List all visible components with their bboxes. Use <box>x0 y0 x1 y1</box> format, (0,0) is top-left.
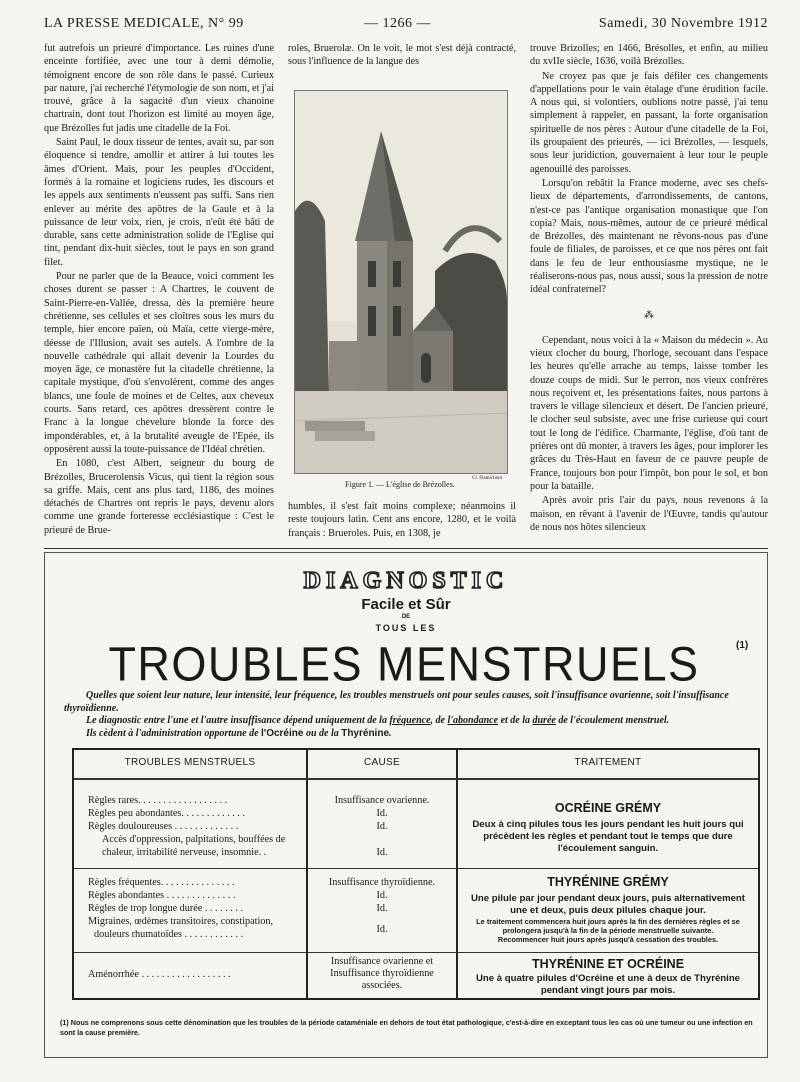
intro-line: Ils cèdent à l'administration opportune de l'Ocréine ou de la Thyrénine. <box>86 727 392 739</box>
treatment-note: Le traitement commencera huit jours après la fin des dernières règles et se prolongera jusqu'à la fin de la période menstruelle suivante. <box>476 917 740 935</box>
troubles-group-2 <box>88 876 302 941</box>
ad-title: DIAGNOSTIC <box>303 568 509 594</box>
ad-de: DE <box>401 614 411 620</box>
row-divider <box>74 952 758 953</box>
advertisement <box>44 556 768 1056</box>
paragraph: Pour ne parler que de la Beauce, voici comment les choses durent se passer : A Chartres, le couvent de Saint-Pierre-en-Vallée, dressa, dès la première heure chrétienne, ses cellules et ses cloîtres sous les murs du temple, hier encore païen, où Maïa, cette vierge-mère, déesse de l'Illusion, avait ses autels. A l'ombre de la nouvelle cathédrale qui allait devenir la Lourdes du moyen âge, ce monastère fut la citadelle chrétienne, la capitale mystique, d'où s'envolèrent, comme des anges blancs, une foule de moines et de Celtes, aux cheveux courts. Sans retard, ces apôtres dressèrent contre le Franc à la longue chevelure blonde la force des impondérables, et, à la brutalité aveugle de l'Epée, ils opposèrent aussi la toute-puissance de l'Idéal chrétien. <box>44 271 274 455</box>
intro-line: Quelles que soient leur nature, leur intensité, leur fréquence, les troubles menstruels ont pour seules causes, soit l'insuffisance ovarienne, soit l'insuffisance thyroïdienne. <box>64 690 729 714</box>
cause-item: Id. <box>376 924 388 935</box>
treatment-title: THYRÉNINE ET OCRÉINE <box>531 957 685 971</box>
ad-subtitle: Facile et Sûr <box>361 596 451 613</box>
paragraph: Lorsqu'on rebâtit la France moderne, avec ses chefs-lieux de départements, d'arrondissements, de cantons, n'est-ce pas l'antique organisation monastique que l'on copia? Mais, nous-mêmes, autour de ce prieuré médical de Brézolles, dès maintenant ne rêvons-nous pas d'une foule de filiales, de paroisses, et ce que nos pères ont fait dans le feu de leur enthousiasme mystique, ne le réaliserons-nous pas, nous aussi, sous la pression de notre idéal confraternel? <box>530 177 768 296</box>
row-divider <box>74 868 758 869</box>
trouble-item: Migraines, œdèmes transitoires, constipation, <box>88 916 274 927</box>
church-photo <box>294 90 508 474</box>
ad-headline: TROUBLES MENSTRUELS <box>108 636 700 692</box>
cause-item: Id. <box>376 903 388 914</box>
trouble-item: douleurs rhumatoïdes . . . . . . . . . . . . <box>94 929 244 940</box>
troubles-group-3 <box>88 968 302 981</box>
page-number: — 1266 — <box>364 16 431 31</box>
header-divider <box>74 778 758 780</box>
trouble-item: Aménorrhée . . . . . . . . . . . . . . . . . . <box>88 969 231 980</box>
paragraph: En 1080, c'est Albert, seigneur du bourg de Brézolles, Brucerolensis Vicus, qui tient la région sous sa griffe. Mais, cent ans plus tard, 1186, des moines détachés de Chartres ont repris le pays, devenu alors comme une grande forteresse ecclésiastique : C'est le prieuré de Brue- <box>44 458 274 536</box>
photo-credit: Cl. Flamichout <box>472 476 502 481</box>
page-header <box>44 16 768 38</box>
header-cause: CAUSE <box>364 757 400 768</box>
column-divider <box>306 750 308 998</box>
trouble-item: Règles fréquentes. . . . . . . . . . . . . . . <box>88 877 235 888</box>
header-troubles: TROUBLES MENSTRUELS <box>124 757 256 768</box>
column-2 <box>288 42 516 540</box>
treatment-text: Deux à cinq pilules tous les jours pendant les huit jours qui précèdent les règles et pendant tout le temps que dure l'écoulement sanguin. <box>472 819 744 854</box>
paragraph: Après avoir pris l'air du pays, nous revenons à la maison, en rêvant à l'avenir de l'Œuvre, tandis qu'autour de nous nos hôtes silencieux <box>530 495 768 533</box>
troubles-group-1 <box>88 794 302 859</box>
paragraph: Cependant, nous voici à la « Maison du médecin ». Au vieux clocher du bourg, l'horloge, secouant dans l'espace les heures qu'elle arrache au temps, laisse tomber les douze coups de midi. Sur le perron, nos vieux confrères nous reçoivent et, les présentations faites, nous partons à travers le village silencieux et désert. De l'ancien prieuré, le clocher seul subsiste, avec une frise curieuse qui court tout le long de l'édifice. Charmante, l'église, d'où tant de prières ont dû monter, à travers les âges, pour implorer les grâces du Très-Haut en faveur de ce pauvre peuple de France, toujours bon pour l'impôt, bon pour le sol, et bon pour la bataille. <box>530 334 768 492</box>
cause-group-1 <box>308 794 456 859</box>
cause-group-2 <box>308 876 456 936</box>
trouble-item: Règles de trop longue durée . . . . . . . . <box>88 903 244 914</box>
section-divider <box>44 548 768 549</box>
paragraph: trouve Brizolles; en 1466, Brésolles, et enfin, au milieu du xvIIe siècle, 1636, voilà Brézolles. <box>530 43 768 68</box>
journal-title: LA PRESSE MEDICALE, N° 99 <box>44 16 244 31</box>
footnote-mark: (1) <box>736 640 749 651</box>
cause-item: Id. <box>376 808 388 819</box>
paragraph: fut autrefois un prieuré d'importance. Les ruines d'une enceinte fortifiée, avec une tour à demi démolie, témoignent encore de son rôle dans le passé. Curieux par nature, j'ai recherché l'étymologie de son nom, et j'ai trouvé, grâce à la sagacité d'un vieux chanoine chartrain, dont tout l'horizon est limité au moyen âge, que Brézolles fut jadis une citadelle de la Foi. <box>44 43 274 134</box>
treatment-group-2 <box>470 876 746 944</box>
trouble-item: Règles douloureuses . . . . . . . . . . . . . <box>88 821 239 832</box>
header-traitement: TRAITEMENT <box>574 757 642 768</box>
cause-item: Insuffisance thyroïdienne. <box>328 877 436 888</box>
issue-date: Samedi, 30 Novembre 1912 <box>598 16 768 31</box>
ad-tous-les: TOUS LES <box>375 623 437 633</box>
cause-item: Id. <box>376 847 388 858</box>
cause-item: Id. <box>376 821 388 832</box>
trouble-item: Accès d'oppression, palpitations, bouffées de <box>102 834 286 845</box>
intro-line: Le diagnostic entre l'une et l'autre insuffisance dépend uniquement de la fréquence, de l'abondance et de la durée de l'écoulement menstruel. <box>86 715 670 726</box>
ad-intro <box>64 690 764 740</box>
treatment-text: Une à quatre pilules d'Ocréine et une à deux de Thyrénine pendant vingt jours par mois. <box>475 973 741 996</box>
footnote: (1) Nous ne comprenons sous cette dénomination que les troubles de la période cataméniale en dehors de tout état pathologique, c'est-à-dire en exceptant tous les cas où une tumeur ou une infection en sont la cause première. <box>60 1018 753 1037</box>
column-3 <box>530 42 768 540</box>
paragraph: roles, Bruerolæ. On le voit, le mot s'est déjà contracté, sous l'influence de la langue des <box>288 43 516 68</box>
treatment-title: THYRÉNINE GRÉMY <box>547 875 669 889</box>
treatment-table <box>72 748 760 1000</box>
treatment-group-1 <box>470 802 746 855</box>
cause-item: Insuffisance ovarienne. <box>334 795 430 806</box>
treatment-title: OCRÉINE GRÉMY <box>554 801 662 815</box>
cause-group-3: Insuffisance ovarienne et Insuffisance thyroïdienne associées. <box>330 956 434 991</box>
treatment-group-3 <box>470 958 746 997</box>
column-1 <box>44 42 274 540</box>
trouble-item: chaleur, irritabilité nerveuse, insomnie. . <box>102 847 267 858</box>
figure-caption: Figure 1. — L'église de Brézolles. Cl. Flamichout <box>294 478 506 491</box>
trouble-item: Règles abondantes . . . . . . . . . . . . . . <box>88 890 236 901</box>
treatment-text: Une pilule par jour pendant deux jours, puis alternativement une et deux, puis deux pilules chaque jour. <box>470 893 745 916</box>
paragraph: Ne croyez pas que je fais défiler ces changements d'appellations pour le vain étalage d'une érudition facile. A nous qui, si volontiers, oublions notre passé, j'ai tenu simplement à rappeler, en passant, la forte organisation spirituelle de nos pères : Autour d'une citadelle de la Foi, ils groupaient des prieurés, — ici Brézolles, — lesquels, sous leur juridiction, gouvernaient à leur tour le peuple agenouillé des paroisses. <box>530 70 768 175</box>
treatment-note: Recommencer huit jours après jusqu'à cessation des troubles. <box>497 935 719 944</box>
paragraph: humbles, il s'est fait moins complexe; néanmoins il reste toujours latin. Cent ans encore, 1280, et le voilà français : Brueroles. Puis, en 1308, je <box>288 501 516 539</box>
asterism: ⁂ <box>644 309 654 321</box>
trouble-item: Règles peu abondantes. . . . . . . . . . . . . <box>88 808 246 819</box>
paragraph: Saint Paul, le doux tisseur de tentes, avait su, par son éloquence si tendre, amollir et attirer à lui toutes les âmes d'Orient. Mais, pour les peuples d'Occident, formés à la romaine et logiciens rudes, les discours et les appels aux sentiments n'eussent pas suffi. Sans rien enlever au mérite des apôtres de la Gaule et à la puissance de leur voix, rien, je crois, n'eût été bâti de durable, sans cette administration solide de l'Eglise qui tint, pendant dix-huit siècles, tout le pays en son grand filet. <box>44 137 274 268</box>
trouble-item: Règles rares. . . . . . . . . . . . . . . . . . <box>88 795 228 806</box>
cause-item: Id. <box>376 890 388 901</box>
column-divider <box>456 750 458 998</box>
